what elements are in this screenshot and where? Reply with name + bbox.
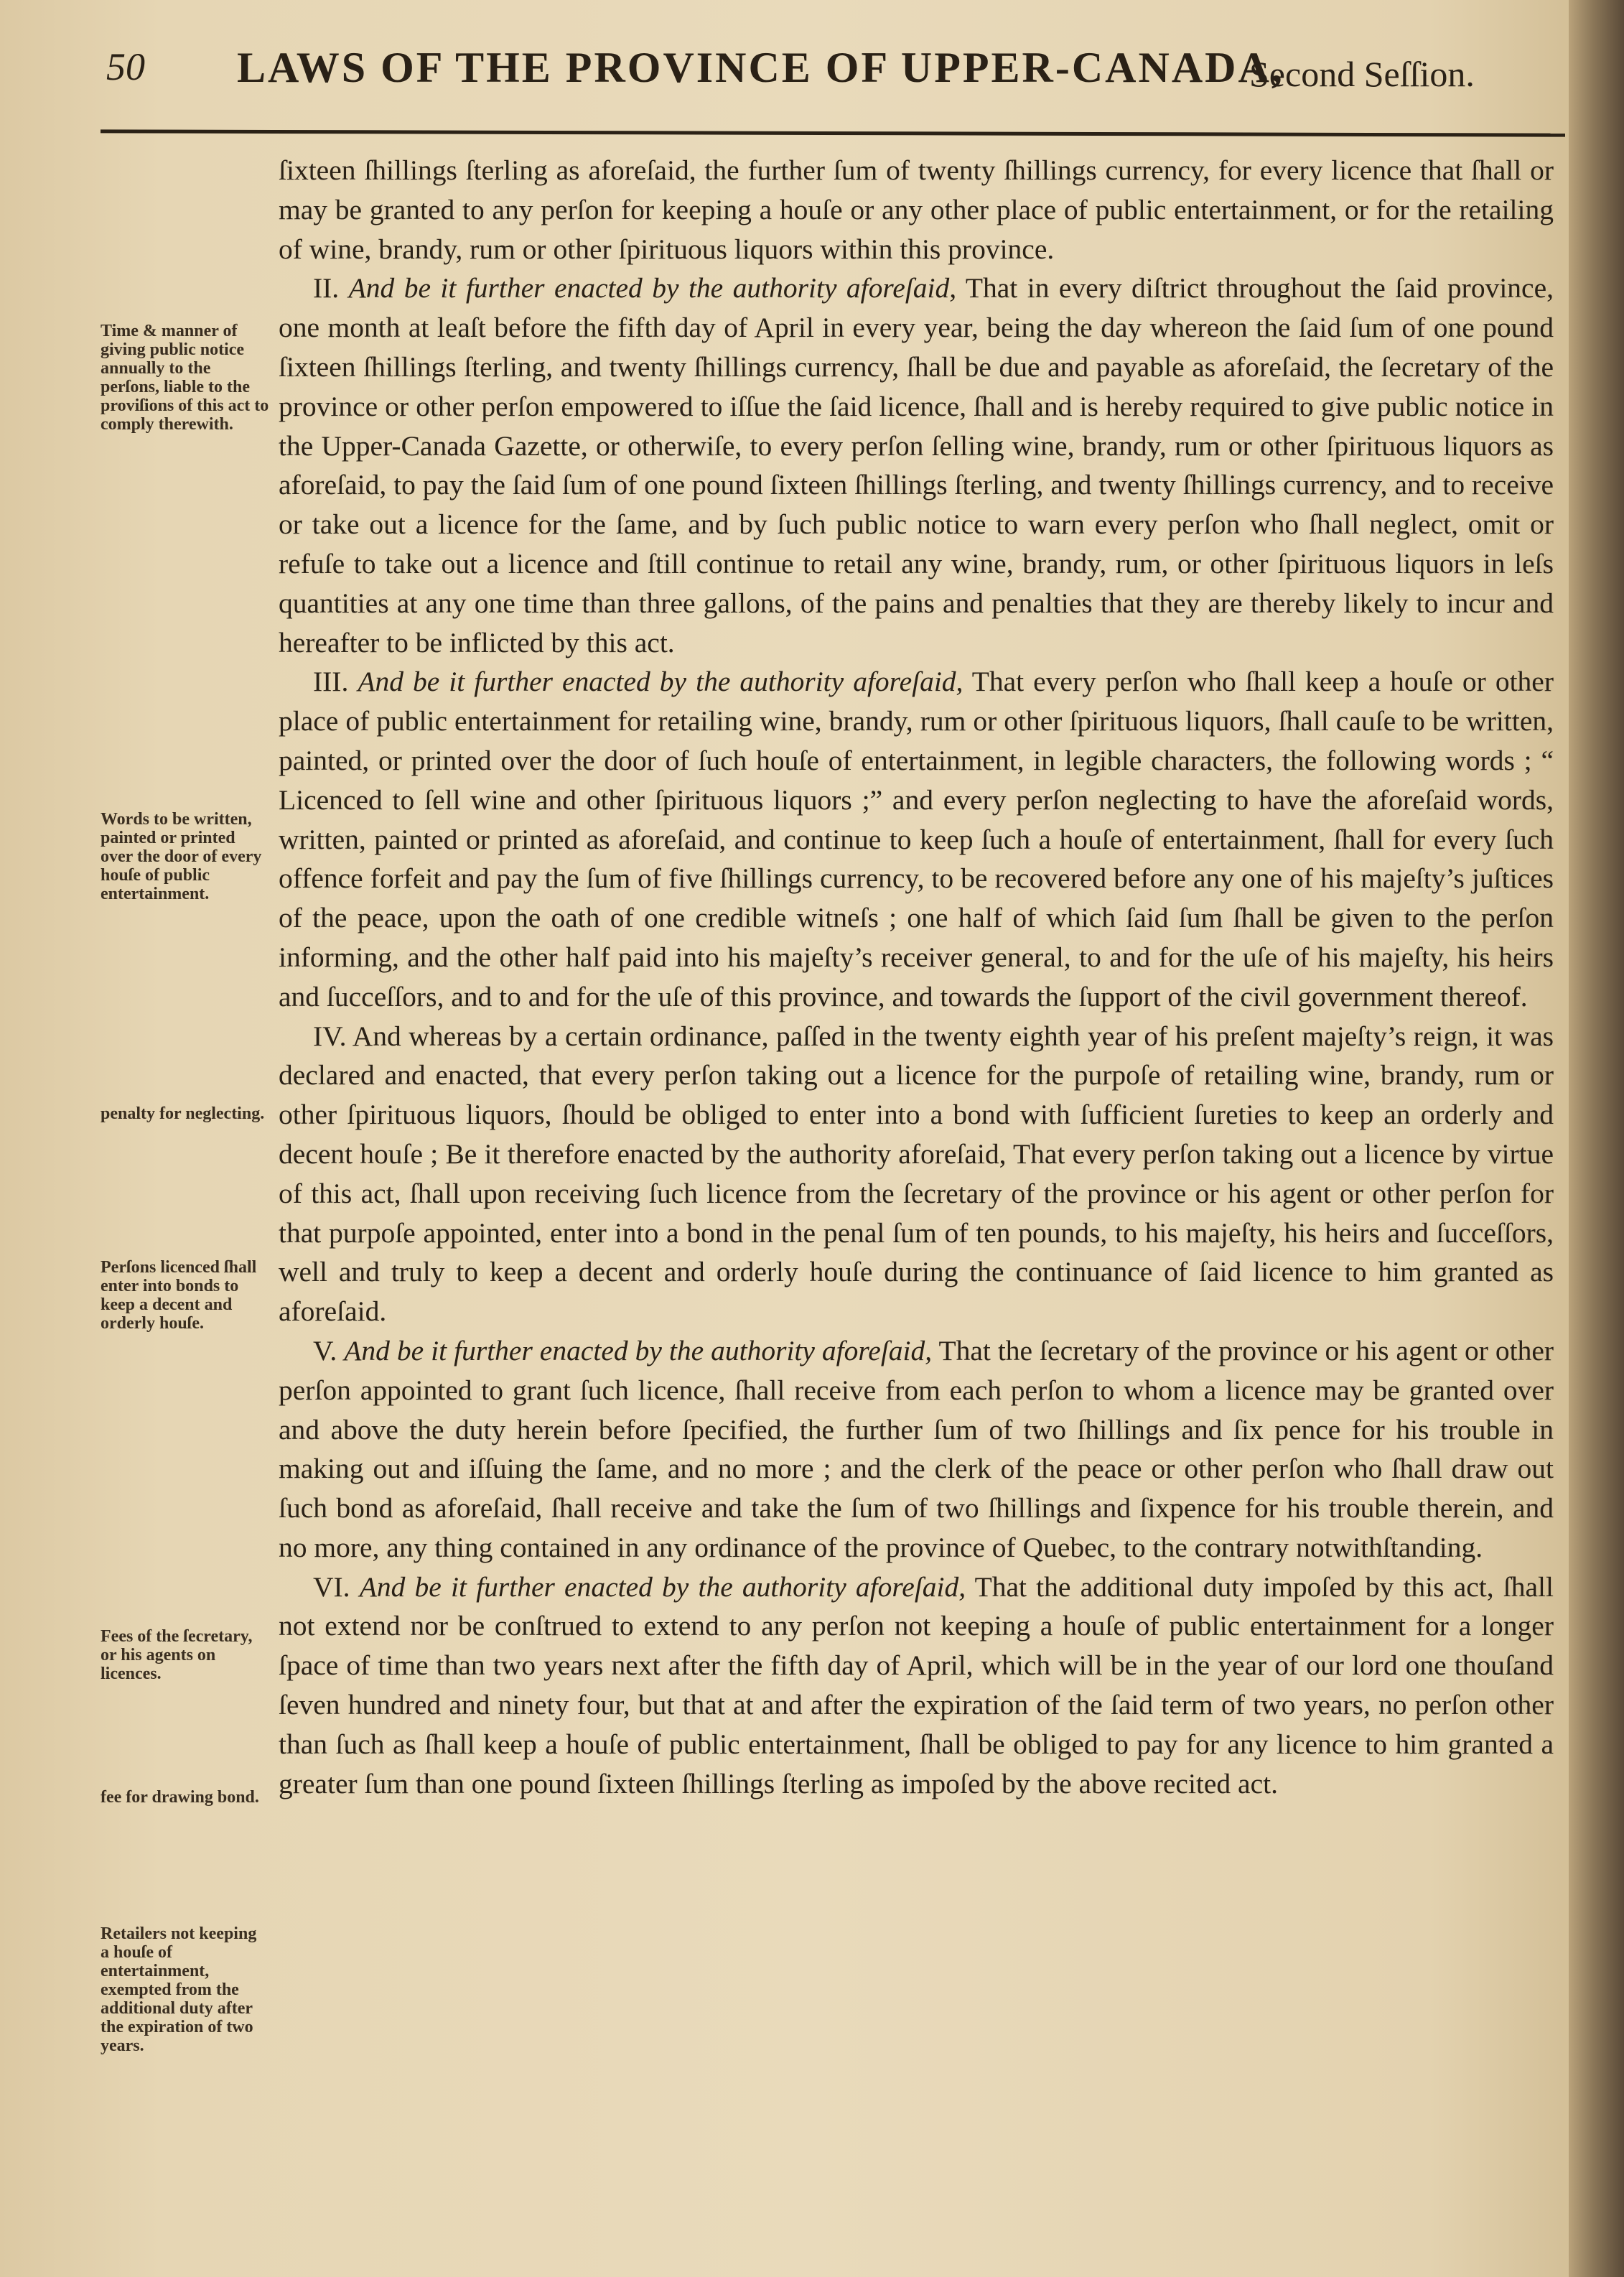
enacting-clause: And be it further enacted by the authority aforeſaid, [358,666,963,698]
enacting-clause: And be it further enacted by the authority aforeſaid, [348,272,957,304]
paragraph-section-4 [279,1017,1554,1331]
paragraph-section-3 [279,662,1554,1016]
paragraph-text: That the additional duty impoſed by this act, ſhall not extend nor be conſtrued to extend to any perſon not keeping a houſe of public entertainment for a longer ſpace of time than two years next after the fifth day of April, which will be in the year of our lord one thouſand ſeven hundred and ninety four, but that at and after the expiration of the ſaid term of two years, no perſon other than ſuch as ſhall keep a houſe of public entertainment, ſhall be obliged to pay for any licence to him granted a greater ſum than one pound ſixteen ſhillings ſterling as impoſed by the above recited act. [279,1570,1554,1799]
running-title: LAWS OF THE PROVINCE OF UPPER-CANADA, [237,44,1284,91]
section-number: V. [313,1334,337,1366]
margin-note-words-over-door: Words to be written, painted or printed over the door of every houſe of public entertainment. [101,810,262,903]
paragraph-continuation [279,151,1554,269]
margin-note-public-notice: Time & manner of giving public notice annually to the perſons, liable to the proviſions of this act to comply therewith. [101,322,269,434]
paragraph-text: That in every diſtrict throughout the ſaid province, one month at leaſt before the fifth day of April in every year, being the day whereon the ſaid ſum of one pound ſixteen ſhillings ſterling, and twenty ſhillings currency, ſhall be due and payable as aforeſaid, the ſecretary of the province or other perſon empowered to iſſue the ſaid licence, ſhall and is hereby required to give public notice in the Upper-Canada Gazette, or otherwiſe, to every perſon ſelling wine, brandy, rum or other ſpirituous liquors as aforeſaid, to pay the ſaid ſum of one pound ſixteen ſhillings ſterling, and twenty ſhillings currency, and to receive or take out a licence for the ſame, and by ſuch public notice to warn every perſon who ſhall neglect, omit or refuſe to take out a licence and ſtill continue to retail any wine, brandy, rum, or other ſpirituous liquors in leſs quantities at any one time than three gallons, of the pains and penalties that they are thereby likely to incur and hereafter to be inflicted by this act. [279,272,1554,658]
paragraph-section-5 [279,1331,1554,1568]
page-number: 50 [106,45,145,88]
section-number: III. [313,666,349,698]
margin-note-penalty: penalty for neglecting. [101,1104,265,1123]
header-rule [101,129,1565,136]
margin-note-bond-fee: fee for drawing bond. [101,1788,259,1807]
margin-note-retailers-exempted: Retailers not keeping a houſe of entertainment, exempted from the additional duty after the expiration of two years. [101,1924,257,2055]
paragraph-text: ſixteen ſhillings ſterling as aforeſaid, the further ſum of twenty ſhillings currency, for every licence that ſhall or may be granted to any perſon for keeping a houſe or any other place of public entertainment, or for the retailing of wine, brandy, rum or other ſpirituous liquors within this province. [279,154,1554,265]
paragraph-text: And whereas by a certain ordinance, paſſed in the twenty eighth year of his preſent majeſty’s reign, it was declared and enacted, that every perſon taking out a licence for the purpoſe of retailing wine, brandy, rum or other ſpirituous liquors, ſhould be obliged to enter into a bond with ſufficient ſureties to keep an orderly and decent houſe ; Be it therefore enacted by the authority aforeſaid, That every perſon taking out a licence by virtue of this act, ſhall upon receiving ſuch licence from the ſecretary of the province or his agent or other perſon for that purpoſe appointed, enter into a bond in the penal ſum of ten pounds, to his majeſty, his heirs and ſucceſſors, well and truly to keep a decent and orderly houſe during the continuance of ſaid licence to him granted as aforeſaid. [279,1020,1554,1328]
page-header [101,37,1565,102]
section-number: II. [313,272,340,304]
margin-note-bonds: Perſons licenced ſhall enter into bonds to keep a decent and orderly houſe. [101,1258,257,1333]
paragraph-section-2 [279,269,1554,662]
book-spine-shadow [1569,0,1624,2277]
paragraph-text: That every perſon who ſhall keep a houſe or other place of public entertainment for retailing wine, brandy, rum or other ſpirituous liquors, ſhall cauſe to be written, painted, or printed over the door of ſuch houſe of entertainment, in legible characters, the following words ; “ Licenced to ſell wine and other ſpirituous liquors ;” and every perſon neglecting to have the aforeſaid words, written, painted or printed as aforeſaid, and continue to keep ſuch a houſe of entertainment, ſhall for every ſuch offence forfeit and pay the ſum of five ſhillings currency, to be recovered before any one of his majeſty’s juſtices of the peace, upon the oath of one credible witneſs ; one half of which ſaid ſum ſhall be given to the perſon informing, and the other half paid into his majeſty’s receiver general, to and for the uſe of his majeſty, his heirs and ſucceſſors, and to and for the uſe of this province, and towards the ſupport of the civil government thereof. [279,666,1554,1012]
session-label: Second Seſſion. [1249,54,1475,94]
margin-note-fees: Fees of the ſecretary, or his agents on licences. [101,1627,253,1683]
section-number: VI. [313,1570,350,1603]
enacting-clause: And be it further enacted by the authority aforeſaid, [359,1570,966,1603]
enacting-clause: And be it further enacted by the authority aforeſaid, [344,1334,933,1366]
section-number: IV. [313,1020,347,1052]
paragraph-section-6 [279,1568,1554,1804]
paragraph-text: That the ſecretary of the province or his agent or other perſon appointed to grant ſuch licence, ſhall receive from each perſon to whom a licence may be granted over and above the duty herein before ſpecified, the further ſum of two ſhillings and ſix pence for his trouble in making out and iſſuing the ſame, and no more ; and the clerk of the peace or other perſon who ſhall draw out ſuch bond as aforeſaid, ſhall receive and take the ſum of two ſhillings and ſixpence for his trouble therein, and no more, any thing contained in any ordinance of the province of Quebec, to the contrary notwithſtanding. [279,1334,1554,1563]
body-text [279,151,1554,1803]
